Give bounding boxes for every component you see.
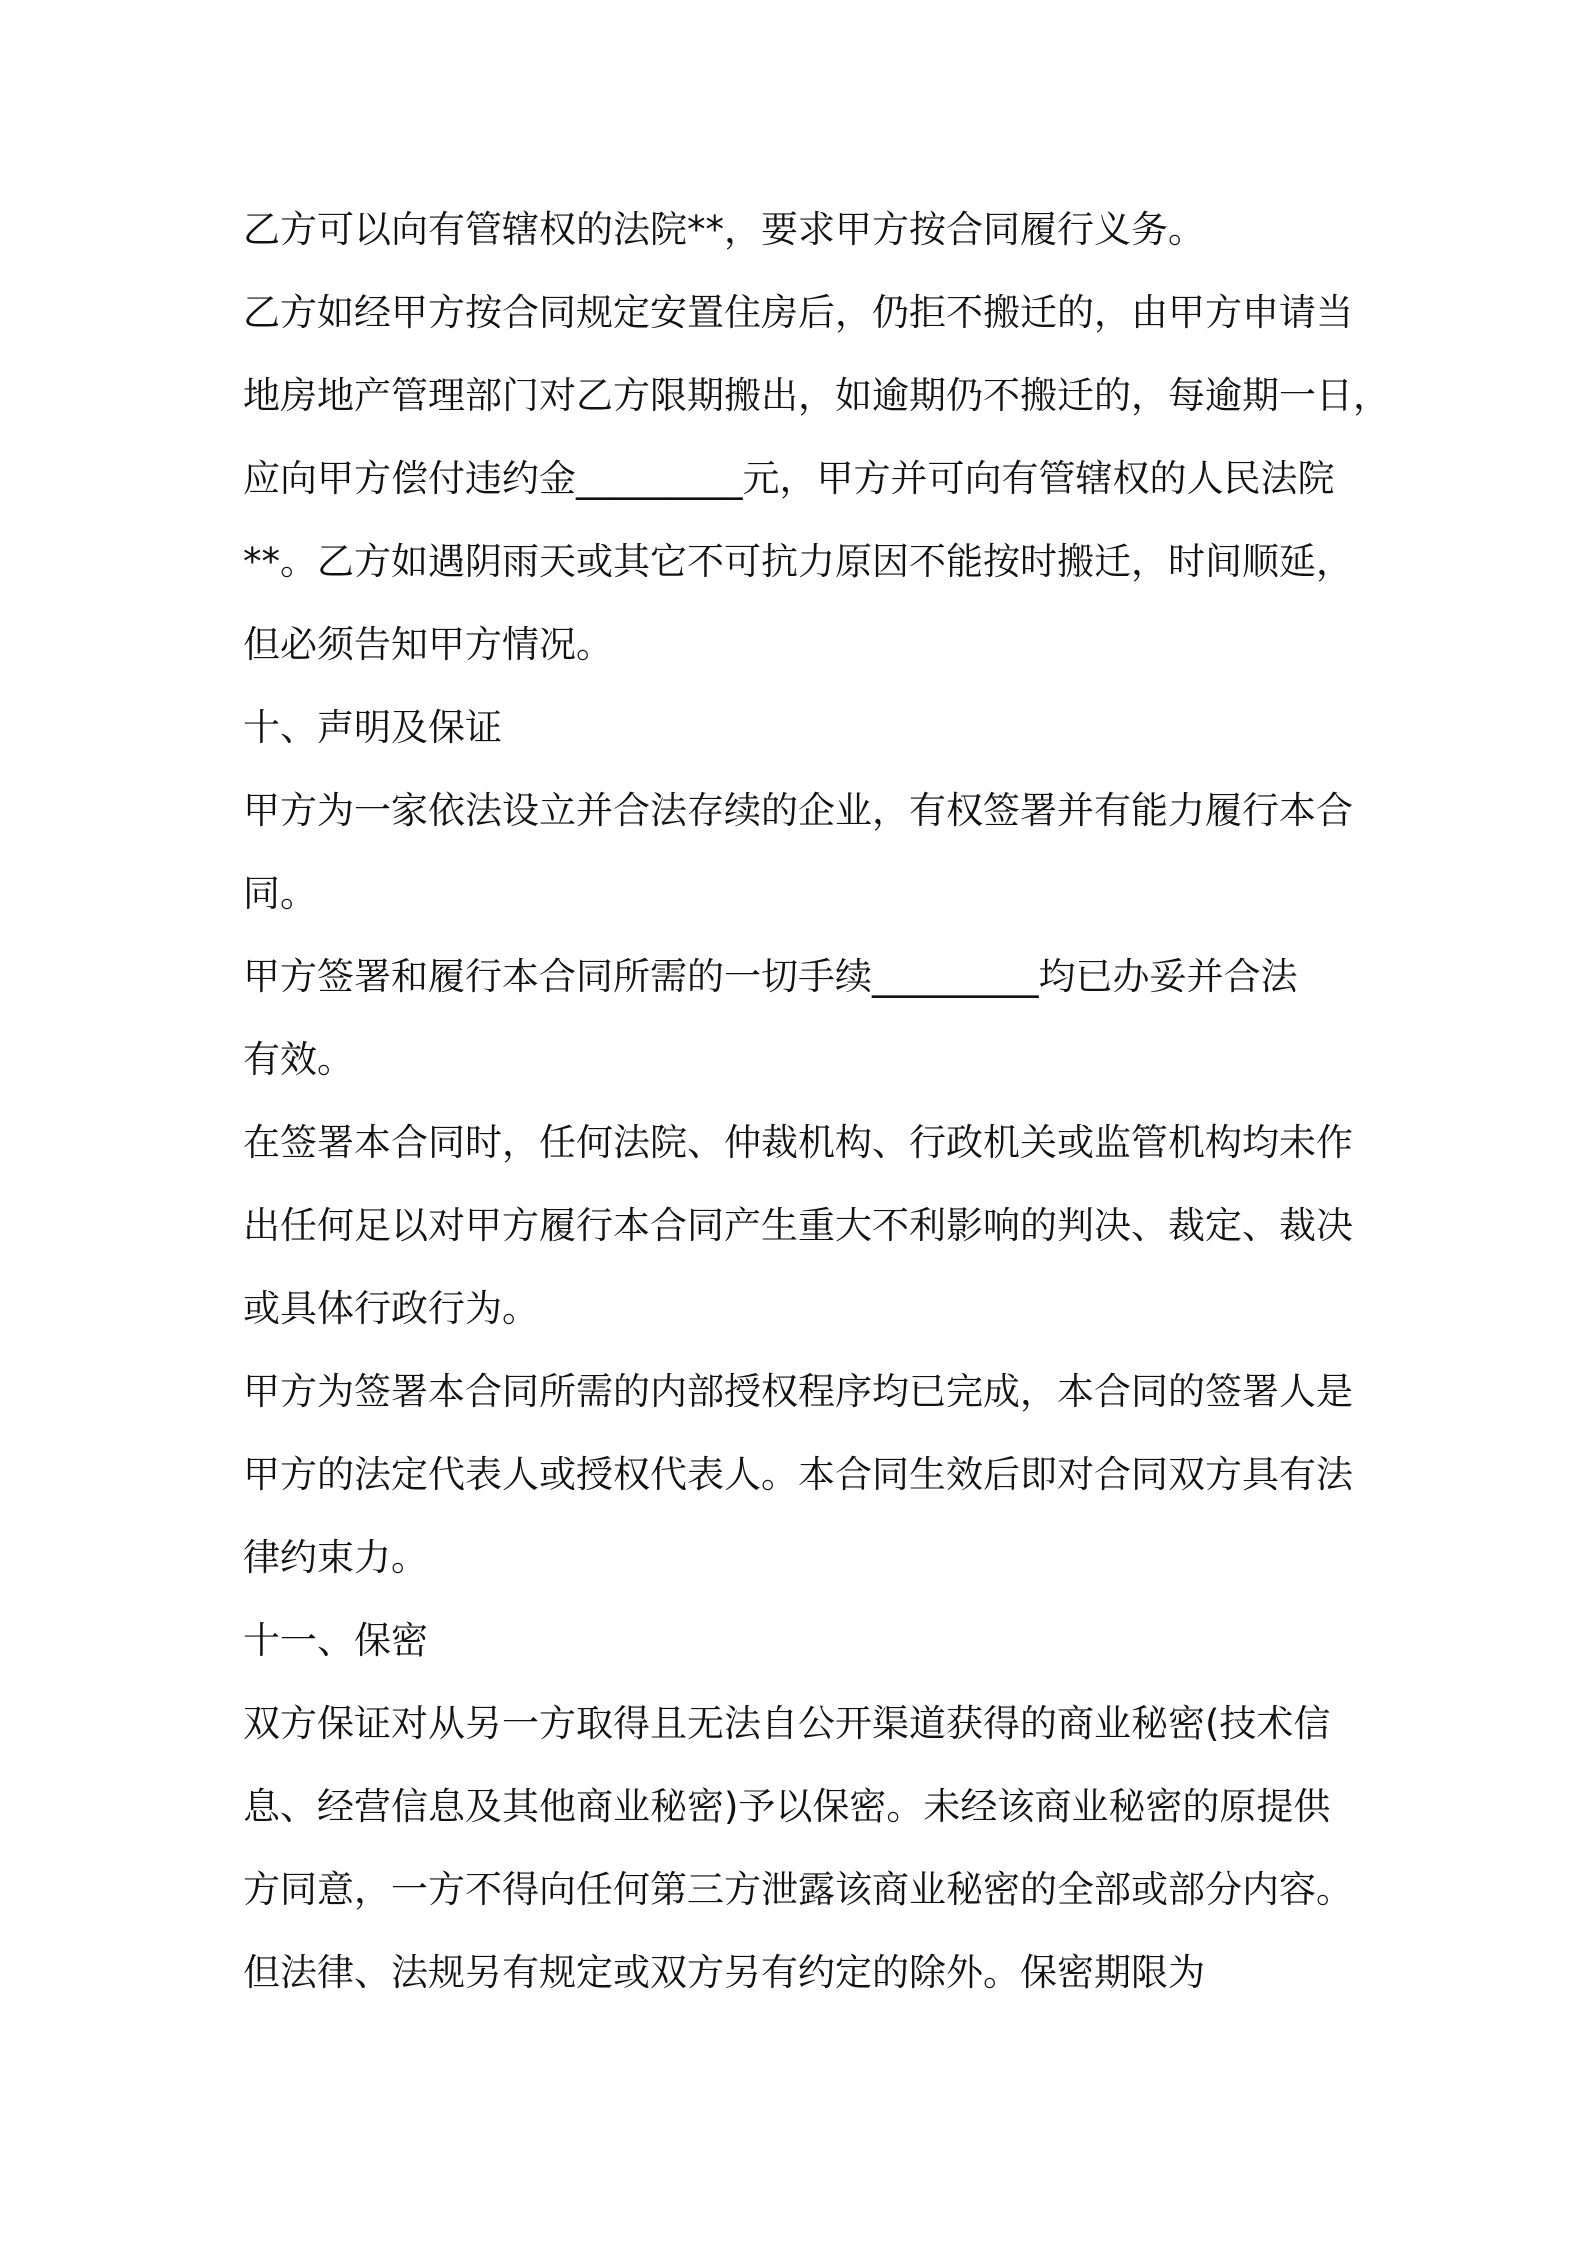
text-line: 应向甲方偿付违约金_________元，甲方并可向有管辖权的人民法院 [243,457,1335,500]
text-line: 在签署本合同时，任何法院、仲裁机构、行政机关或监管机构均未作 [243,1121,1353,1164]
text-line: 但必须告知甲方情况。 [243,623,613,666]
text-line: 甲方的法定代表人或授权代表人。本合同生效后即对合同双方具有法 [243,1453,1353,1496]
text-line: 乙方如经甲方按合同规定安置住房后，仍拒不搬迁的，由甲方申请当 [243,291,1353,334]
text-line: 地房地产管理部门对乙方限期搬出，如逾期仍不搬迁的，每逾期一日， [243,374,1390,417]
text-line: **。乙方如遇阴雨天或其它不可抗力原因不能按时搬迁，时间顺延， [243,540,1353,583]
text-line: 有效。 [243,1038,354,1081]
text-line: 律约束力。 [243,1536,428,1579]
section-heading: 十一、保密 [243,1619,428,1662]
text-line: 甲方为签署本合同所需的内部授权程序均已完成，本合同的签署人是 [243,1370,1353,1413]
text-line: 息、经营信息及其他商业秘密)予以保密。未经该商业秘密的原提供 [243,1785,1331,1828]
text-line: 甲方为一家依法设立并合法存续的企业，有权签署并有能力履行本合 [243,789,1353,832]
text-line: 同。 [243,872,317,915]
text-line: 出任何足以对甲方履行本合同产生重大不利影响的判决、裁定、裁决 [243,1204,1353,1247]
text-line: 双方保证对从另一方取得且无法自公开渠道获得的商业秘密(技术信 [243,1702,1331,1745]
text-line: 甲方签署和履行本合同所需的一切手续_________均已办妥并合法 [243,955,1298,998]
text-line: 乙方可以向有管辖权的法院**，要求甲方按合同履行义务。 [243,208,1205,251]
text-line: 或具体行政行为。 [243,1287,539,1330]
text-line: 方同意，一方不得向任何第三方泄露该商业秘密的全部或部分内容。 [243,1868,1353,1911]
section-heading: 十、声明及保证 [243,706,502,749]
text-line: 但法律、法规另有规定或双方另有约定的除外。保密期限为 [243,1951,1205,1994]
